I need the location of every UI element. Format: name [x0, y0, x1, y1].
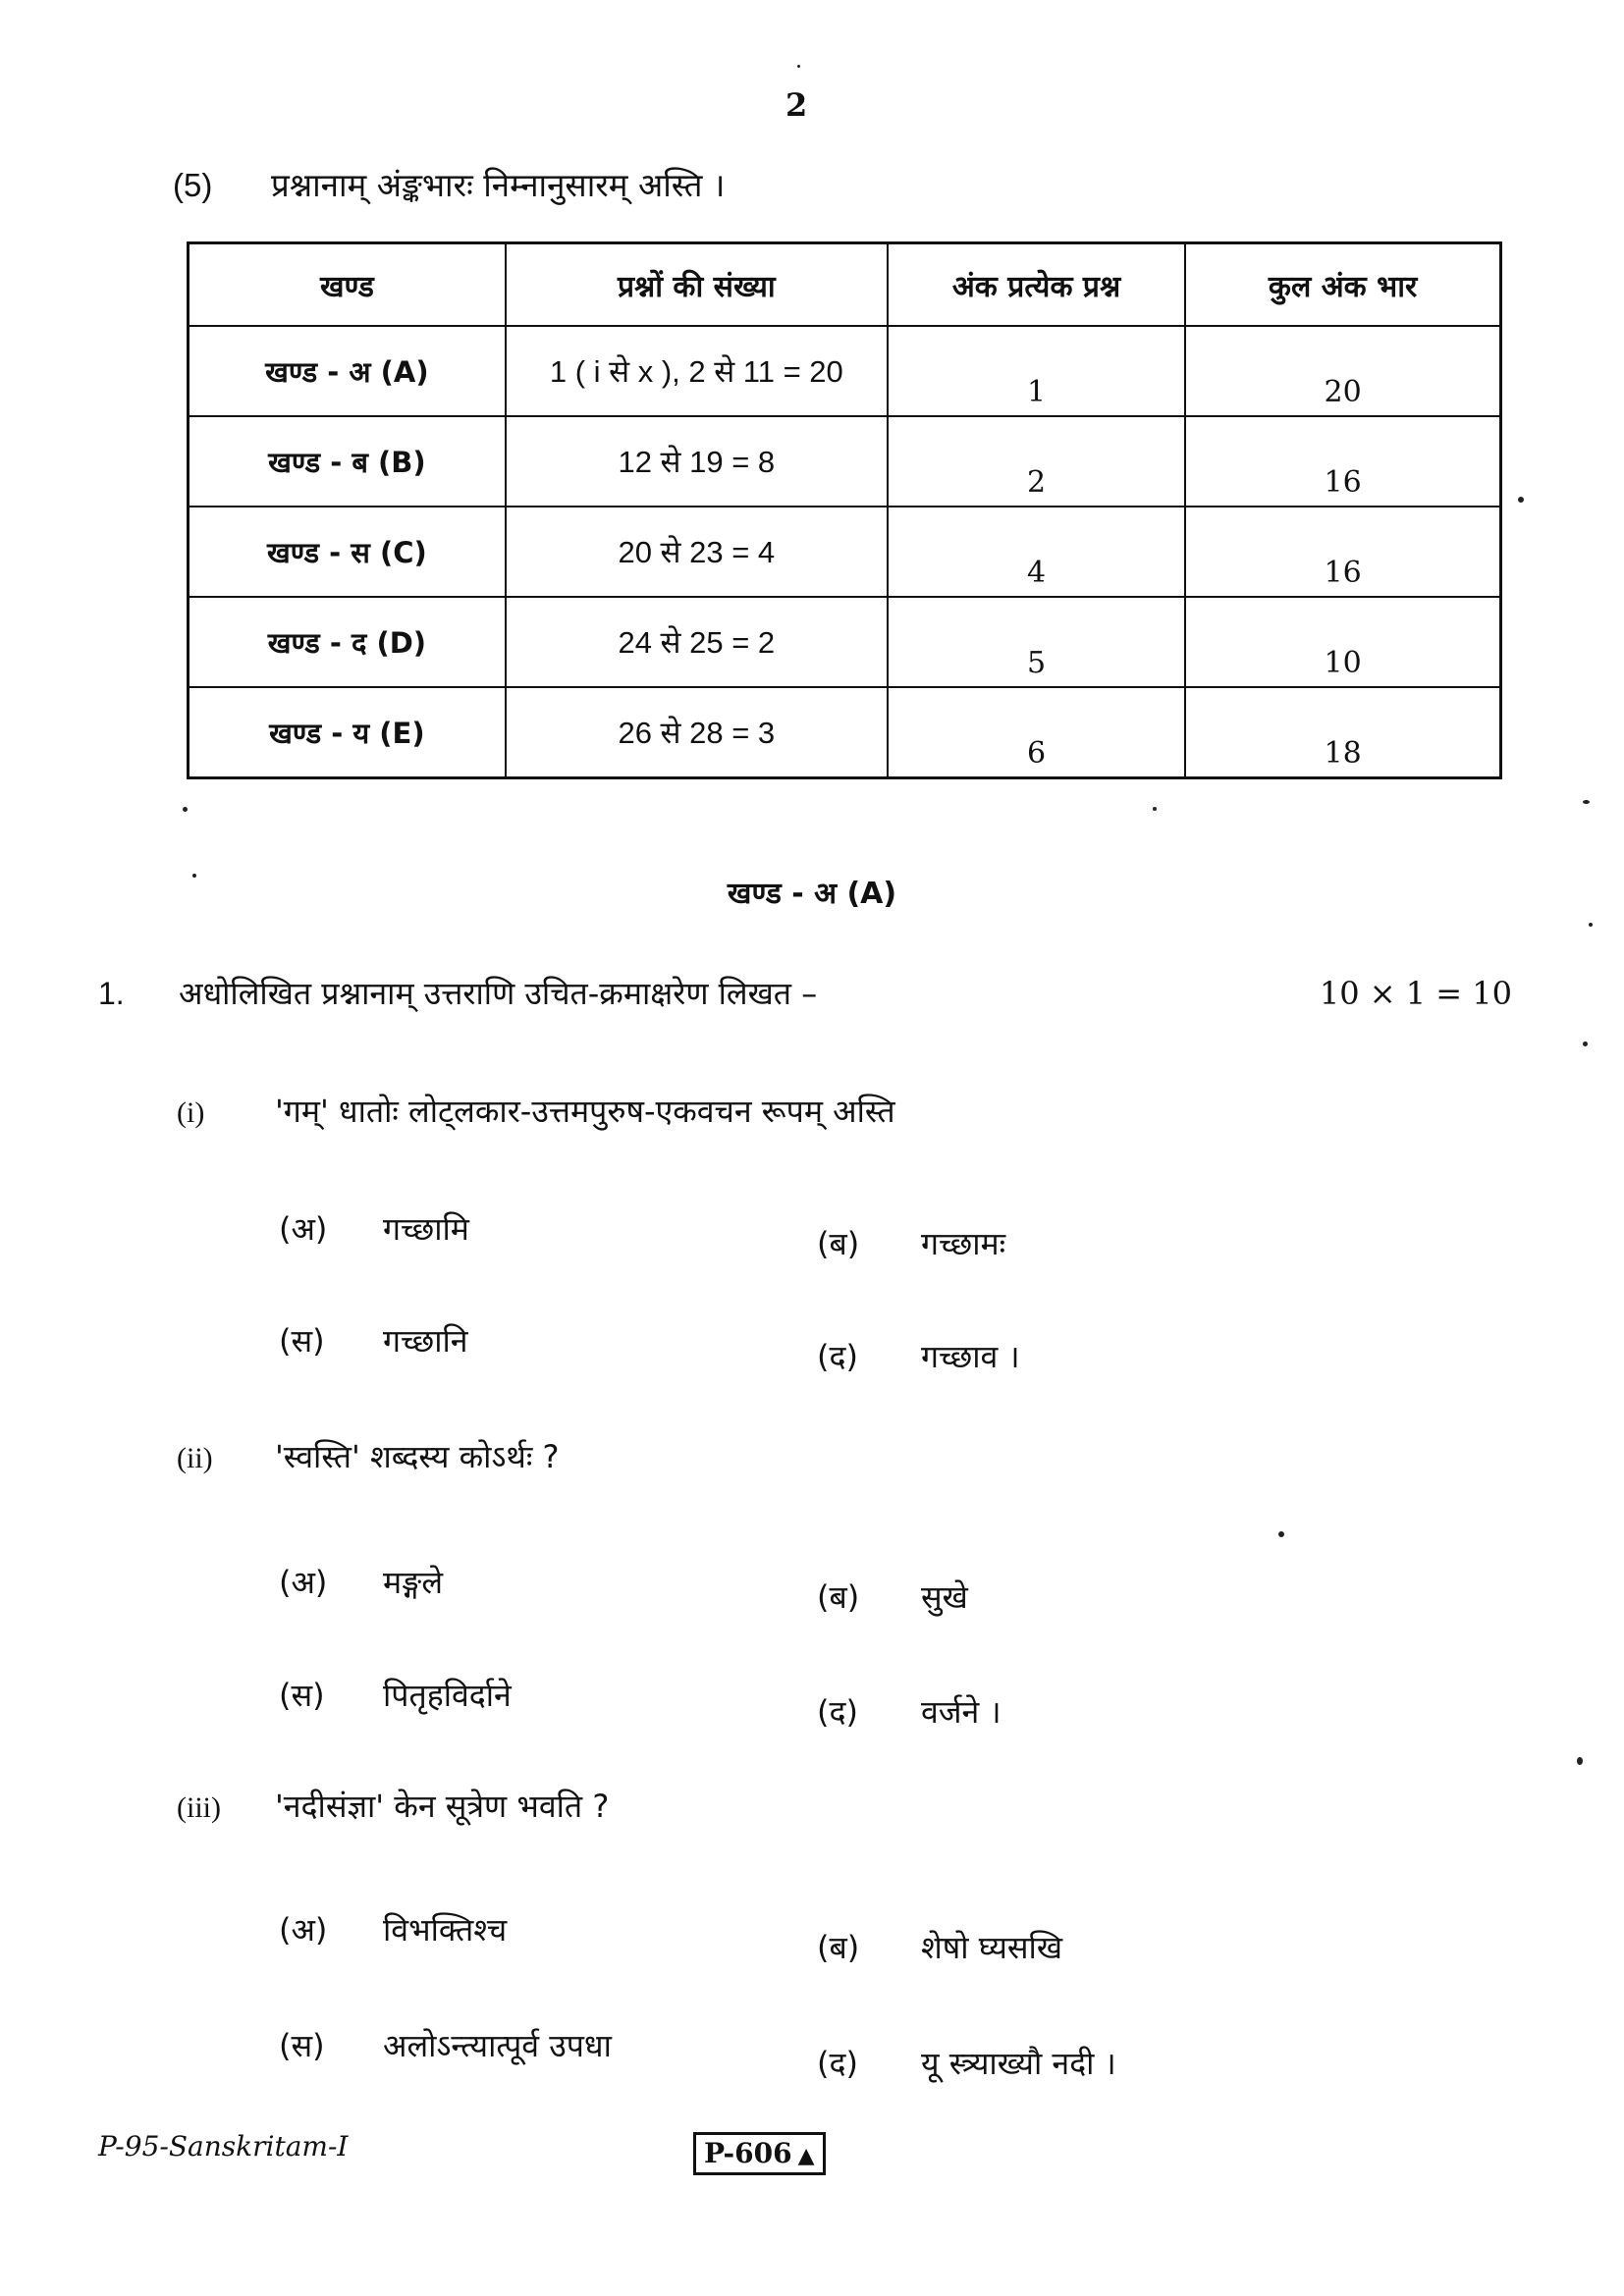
cell-marks-each: 1 [888, 326, 1185, 416]
option-d[interactable] [817, 1690, 1001, 1733]
option-label: (ब) [817, 1929, 860, 1966]
option-label: (द) [817, 2045, 858, 2082]
header-section: खण्ड [189, 243, 506, 327]
scan-speck [1583, 1041, 1588, 1046]
option-label: (अ) [279, 1210, 328, 1248]
marks-instruction [173, 162, 725, 206]
option-d[interactable] [817, 1335, 1020, 1377]
scan-speck [192, 874, 196, 878]
paper-code: P-606 [704, 2137, 792, 2169]
option-text: गच्छाव । [921, 1338, 1020, 1375]
subquestion-label: (iii) [177, 1791, 221, 1824]
cell-section: खण्ड - ब (B) [189, 416, 506, 507]
option-label: (अ) [279, 1911, 328, 1949]
cell-questions: 24 से 25 = 2 [506, 597, 888, 687]
cell-total: 16 [1185, 507, 1500, 597]
instruction-text: प्रश्नानाम् अंङ्कभारः निम्नानुसारम् अस्ति । [271, 166, 726, 204]
cell-section: खण्ड - द (D) [189, 597, 506, 687]
subquestion-text: 'नदीसंज्ञा' केन सूत्रेण भवति ? [275, 1788, 610, 1825]
scan-speck [1153, 807, 1157, 811]
page-number: 2 [785, 86, 808, 124]
option-label: (स) [279, 1322, 325, 1360]
cell-section: खण्ड - य (E) [189, 687, 506, 778]
option-text: अलोऽन्त्यात्पूर्व उपधा [383, 2027, 612, 2064]
option-text: पितृहविर्दाने [383, 1677, 512, 1714]
option-label: (द) [817, 1338, 858, 1375]
option-a[interactable] [279, 1908, 507, 1950]
header-marks-each: अंक प्रत्येक प्रश्न [888, 243, 1185, 327]
option-text: वर्जने । [921, 1693, 1001, 1731]
cell-section: खण्ड - अ (A) [189, 326, 506, 416]
table-row [189, 597, 1501, 687]
cell-questions: 12 से 19 = 8 [506, 416, 888, 507]
subquestion-text: 'गम्' धातोः लोट्लकार-उत्तमपुरुष-एकवचन रूपम् अस्ति [275, 1093, 895, 1130]
option-label: (ब) [817, 1225, 860, 1262]
option-text: गच्छानि [383, 1322, 468, 1360]
scan-speck [1577, 1757, 1583, 1765]
cell-marks-each: 2 [888, 416, 1185, 507]
option-text: गच्छामः [921, 1225, 1006, 1262]
cell-marks-each: 4 [888, 507, 1185, 597]
marks-distribution-table [187, 241, 1502, 779]
cell-questions: 20 से 23 = 4 [506, 507, 888, 597]
option-text: विभक्तिश्च [383, 1911, 508, 1949]
table-row [189, 416, 1501, 507]
option-text: गच्छामि [383, 1210, 469, 1248]
option-c[interactable] [279, 1319, 468, 1362]
triangle-icon: ▲ [797, 2143, 815, 2168]
section-heading: खण्ड - अ (A) [727, 877, 897, 911]
option-b[interactable] [817, 1222, 1005, 1264]
option-a[interactable] [279, 1561, 443, 1603]
question-text: अधोलिखित प्रश्नानाम् उत्तराणि उचित-क्रमाक्षरेण लिखत – [179, 975, 818, 1012]
option-label: (स) [279, 2027, 325, 2064]
cell-total: 10 [1185, 597, 1500, 687]
subquestion-label: (ii) [177, 1442, 213, 1474]
option-c[interactable] [279, 1674, 512, 1716]
option-d[interactable] [817, 2042, 1116, 2084]
scan-speck [797, 65, 800, 68]
subquestion-iii [177, 1785, 1355, 1827]
option-text: यू स्त्र्याख्यौ नदी । [921, 2045, 1116, 2082]
option-b[interactable] [817, 1926, 1062, 1968]
option-text: सुखे [921, 1578, 968, 1616]
cell-questions: 1 ( i से x ), 2 से 11 = 20 [506, 326, 888, 416]
table-row [189, 507, 1501, 597]
option-a[interactable] [279, 1207, 469, 1250]
paper-code-box [693, 2132, 826, 2175]
instruction-label: (5) [173, 167, 213, 203]
scan-speck [1518, 497, 1524, 503]
table-row [189, 326, 1501, 416]
question-marks: 10 × 1 = 10 [1319, 975, 1512, 1012]
table-row [189, 687, 1501, 778]
cell-total: 20 [1185, 326, 1500, 416]
cell-questions: 26 से 28 = 3 [506, 687, 888, 778]
paper-name: P-95-Sanskritam-I [98, 2130, 349, 2163]
option-c[interactable] [279, 2024, 612, 2066]
option-b[interactable] [817, 1575, 968, 1618]
cell-marks-each: 5 [888, 597, 1185, 687]
subquestion-label: (i) [177, 1096, 205, 1129]
scan-speck [183, 807, 188, 812]
option-label: (ब) [817, 1578, 860, 1616]
subquestion-text: 'स्वस्ति' शब्दस्य कोऽर्थः ? [275, 1438, 560, 1475]
option-label: (अ) [279, 1564, 328, 1601]
subquestion-i [177, 1090, 1355, 1132]
cell-total: 16 [1185, 416, 1500, 507]
header-question-count: प्रश्नों की संख्या [506, 243, 888, 327]
option-text: शेषो घ्यसखि [921, 1929, 1062, 1966]
subquestion-ii [177, 1435, 1355, 1477]
table-header-row [189, 243, 1501, 327]
option-text: मङ्गले [383, 1564, 444, 1601]
cell-marks-each: 6 [888, 687, 1185, 778]
header-total-marks: कुल अंक भार [1185, 243, 1500, 327]
scan-speck [1278, 1531, 1284, 1537]
question-1 [98, 972, 1512, 1014]
cell-section: खण्ड - स (C) [189, 507, 506, 597]
question-number: 1. [98, 976, 125, 1011]
option-label: (द) [817, 1693, 858, 1731]
option-label: (स) [279, 1677, 325, 1714]
scan-speck [1589, 923, 1593, 927]
cell-total: 18 [1185, 687, 1500, 778]
scan-speck [1583, 800, 1590, 804]
